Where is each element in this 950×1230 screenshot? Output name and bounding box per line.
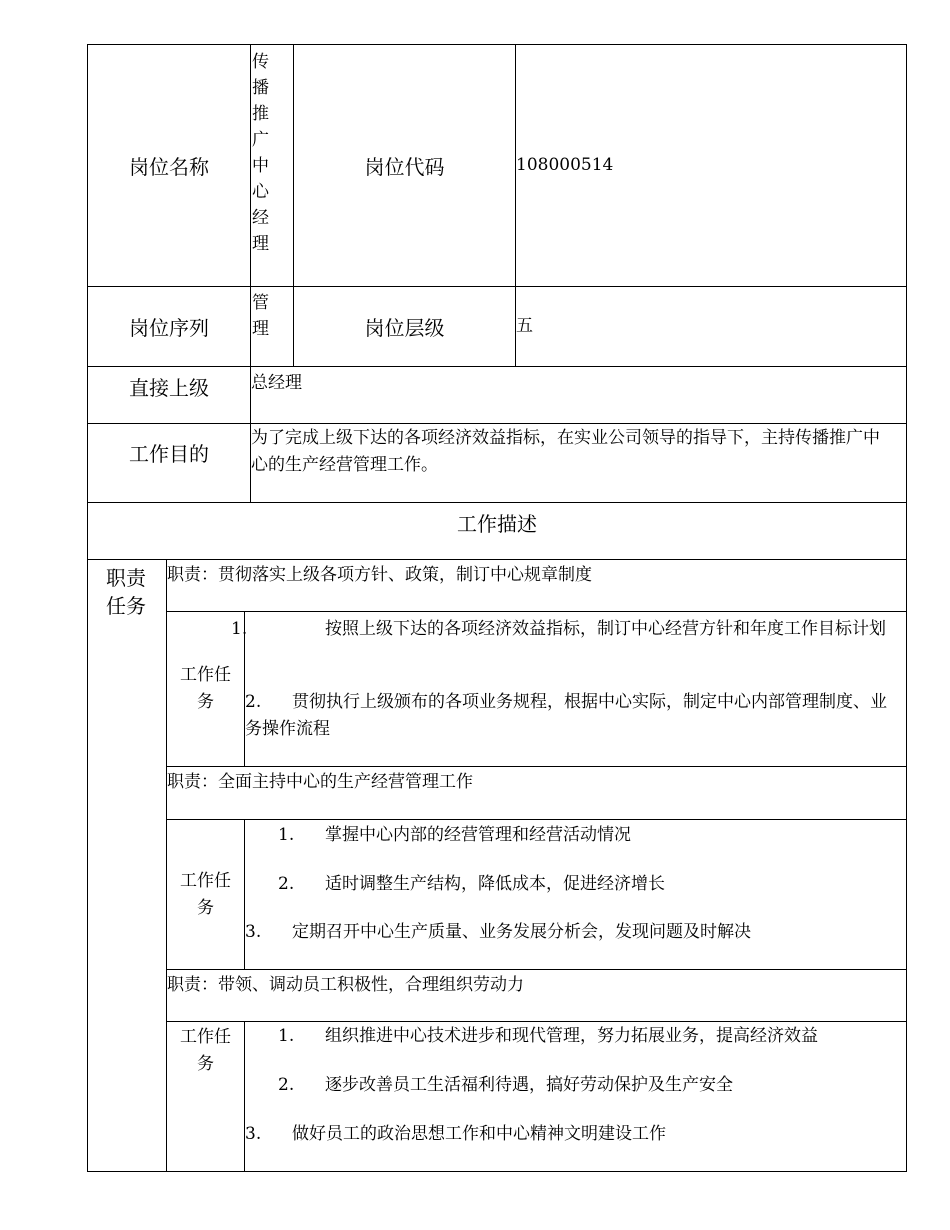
task-text: 做好员工的政治思想工作和中心精神文明建设工作: [292, 1124, 666, 1144]
position-level-value-cell: [515, 286, 907, 367]
purpose-value: 为了完成上级下达的各项经济效益指标，在实业公司领导的指导下，主持传播推广中心的生产经营管理工作。: [251, 428, 880, 475]
purpose-value-cell: [250, 423, 907, 503]
duty-1-cell: [166, 559, 907, 612]
duty-3-text: 职责：带领、调动员工积极性，合理组织劳动力: [167, 975, 524, 995]
position-name-label: 岗位名称: [129, 155, 209, 179]
task-number: 2.: [278, 1075, 295, 1095]
task-text: 适时调整生产结构，降低成本，促进经济增长: [325, 874, 665, 894]
position-series-label-cell: [87, 286, 251, 367]
position-code-label: 岗位代码: [364, 155, 445, 179]
position-level-label: 岗位层级: [364, 316, 445, 340]
task-number: 3.: [245, 1124, 262, 1144]
duty-1-text: 职责：贯彻落实上级各项方针、政策，制订中心规章制度: [167, 565, 592, 585]
duties-label: 职责任务: [106, 566, 146, 618]
duty-3-task-1: [278, 1023, 888, 1050]
description-title-cell: [87, 502, 907, 560]
duty-1-task-label: 工作任务: [180, 665, 231, 712]
position-series-label: 岗位序列: [129, 316, 209, 340]
task-text: 定期召开中心生产质量、业务发展分析会，发现问题及时解决: [292, 922, 751, 942]
duty-2-task-2: [278, 871, 888, 898]
position-code-value: 108000514: [516, 155, 614, 175]
position-code-label-cell: [293, 44, 516, 287]
duty-3-task-3: [245, 1121, 888, 1148]
position-series-value: 管理: [252, 293, 269, 339]
position-name-value-cell: [250, 44, 294, 287]
task-text: 组织推进中心技术进步和现代管理，努力拓展业务，提高经济效益: [325, 1026, 818, 1046]
position-series-value-cell: [250, 286, 294, 367]
superior-label-cell: [87, 366, 251, 424]
duty-3-tasks-cell: [244, 1021, 907, 1172]
superior-value-cell: [250, 366, 907, 424]
purpose-label-cell: [87, 423, 251, 503]
position-name-value: 传播推广中心经理: [252, 52, 269, 254]
duty-3-task-label-cell: [166, 1021, 245, 1172]
duty-3-cell: [166, 969, 907, 1022]
task-number: 1.: [231, 619, 248, 639]
duty-1-task-2: [245, 689, 888, 743]
duty-2-task-label-cell: [166, 819, 245, 970]
position-level-value: 五: [516, 316, 533, 336]
duty-3-task-label: 工作任务: [180, 1027, 231, 1074]
position-level-label-cell: [293, 286, 516, 367]
duty-2-task-label: 工作任务: [180, 870, 231, 918]
purpose-label: 工作目的: [129, 442, 209, 466]
duty-1-tasks-cell: [231, 611, 907, 767]
superior-value: 总经理: [251, 373, 302, 393]
task-number: 2.: [245, 692, 262, 712]
task-text: 逐步改善员工生活福利待遇，搞好劳动保护及生产安全: [325, 1075, 733, 1095]
duty-3-task-2: [278, 1072, 888, 1099]
description-title: 工作描述: [457, 512, 537, 536]
position-name-label-cell: [87, 44, 251, 287]
task-text: 按照上级下达的各项经济效益指标，制订中心经营方针和年度工作目标计划: [325, 619, 886, 639]
task-number: 2.: [278, 874, 295, 894]
task-text: 贯彻执行上级颁布的各项业务规程，根据中心实际，制定中心内部管理制度、业务操作流程: [245, 692, 887, 739]
task-number: 3.: [245, 922, 262, 942]
duty-2-task-3: [245, 919, 888, 946]
task-number: 1.: [278, 825, 295, 845]
duty-2-task-1: [278, 822, 888, 849]
duty-2-tasks-cell: [244, 819, 907, 970]
duty-1-task-1: [231, 616, 888, 643]
duty-2-text: 职责：全面主持中心的生产经营管理工作: [167, 772, 473, 792]
superior-label: 直接上级: [129, 376, 209, 400]
duty-2-cell: [166, 766, 907, 820]
task-text: 掌握中心内部的经营管理和经营活动情况: [325, 825, 631, 845]
position-code-value-cell: [515, 44, 907, 287]
task-number: 1.: [278, 1026, 295, 1046]
duties-label-cell: [87, 559, 167, 1172]
